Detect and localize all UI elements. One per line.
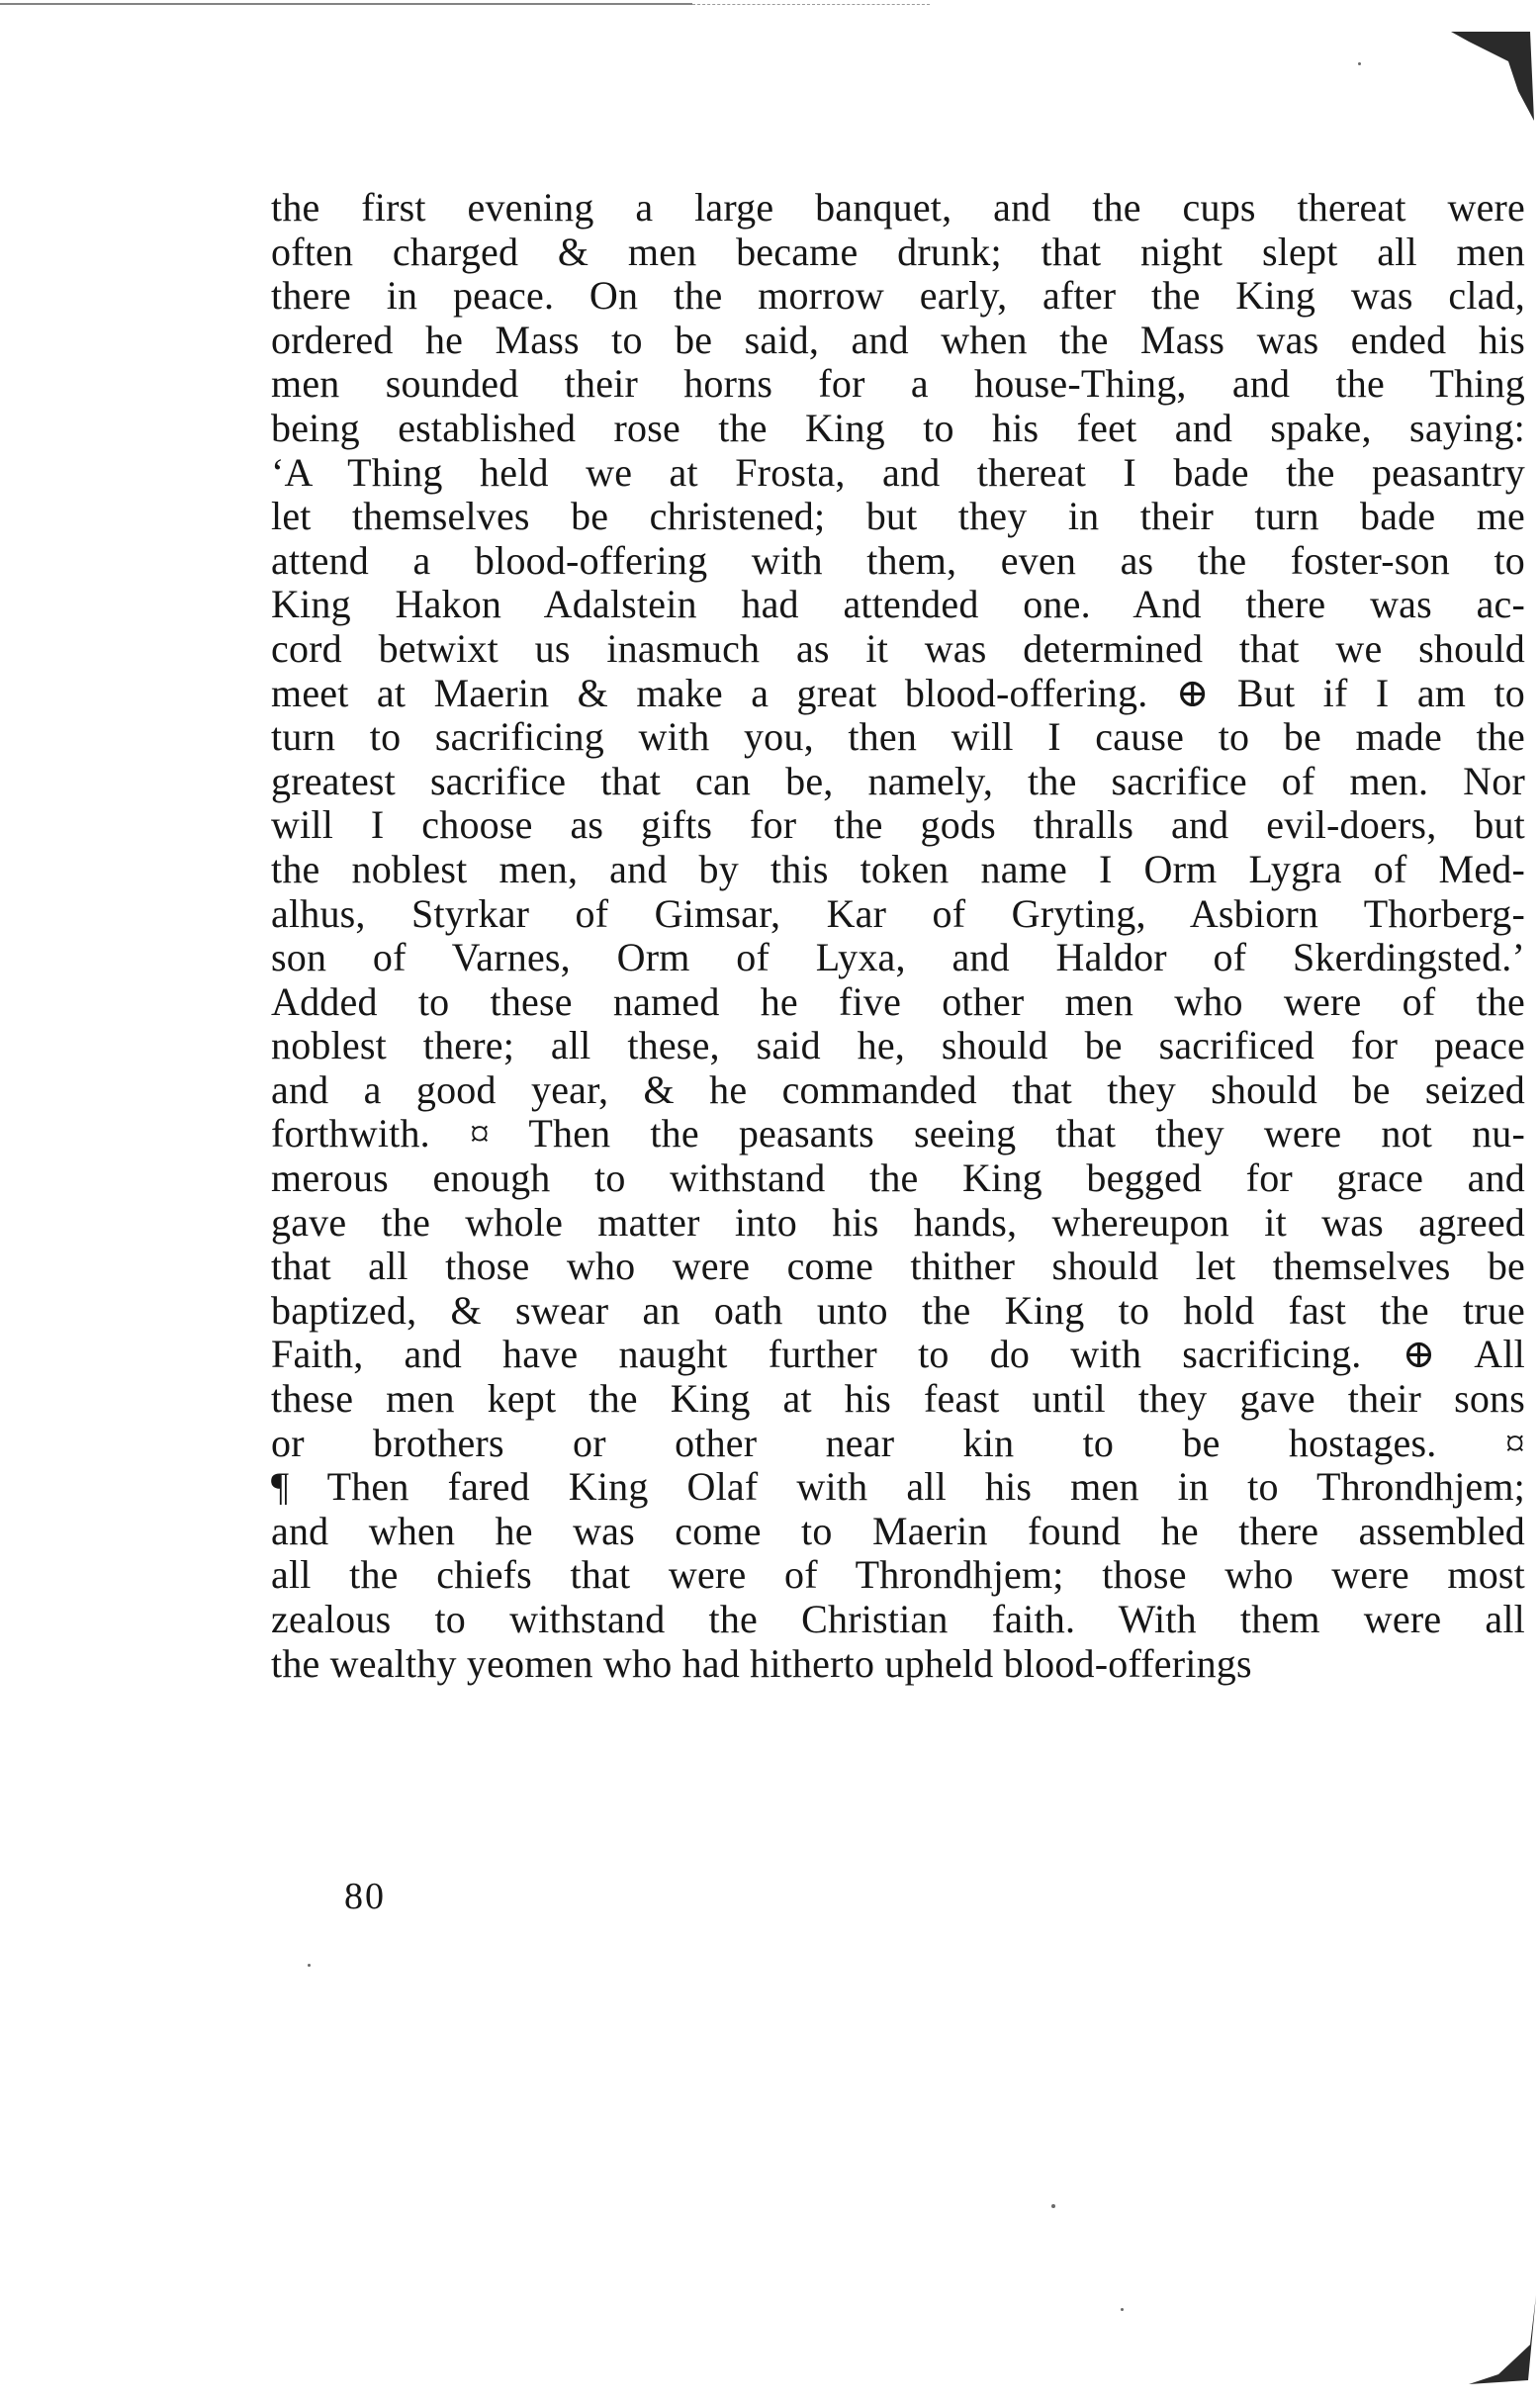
page-corner-shadow-icon bbox=[1459, 2285, 1540, 2394]
text-line: greatest sacrifice that can be, namely, the sacrifice of men. Nor bbox=[271, 758, 1525, 803]
text-line: these men kept the King at his feast until they gave their sons bbox=[271, 1376, 1525, 1422]
text-line: there in peace. On the morrow early, after the King was clad, bbox=[271, 273, 1525, 319]
text-line: the wealthy yeomen who had hitherto upheld blood-offerings bbox=[271, 1640, 1252, 1686]
text-line: Faith, and have naught further to do with sacrificing. ⊕ All bbox=[271, 1332, 1525, 1377]
text-line: turn to sacrificing with you, then will I cause to be made the bbox=[271, 714, 1525, 760]
text-line: cord betwixt us inasmuch as it was determined that we should bbox=[271, 625, 1525, 671]
text-line: the first evening a large banquet, and the cups thereat were bbox=[271, 185, 1525, 230]
text-line: often charged & men became drunk; that night slept all men bbox=[271, 229, 1525, 274]
text-line: let themselves be christened; but they in their turn bade me bbox=[271, 494, 1525, 539]
text-line: son of Varnes, Orm of Lyxa, and Haldor of Skerdingsted.’ bbox=[271, 935, 1525, 980]
text-line: Added to these named he five other men who were of the bbox=[271, 978, 1525, 1024]
text-line: King Hakon Adalstein had attended one. And there was ac- bbox=[271, 582, 1525, 627]
text-line: noblest there; all these, said he, should be sacrificed for peace bbox=[271, 1023, 1525, 1068]
text-line: gave the whole matter into his hands, whereupon it was agreed bbox=[271, 1199, 1525, 1245]
text-line: being established rose the King to his feet and spake, saying: bbox=[271, 405, 1525, 450]
ink-speck bbox=[1051, 2204, 1055, 2208]
text-line: or brothers or other near kin to be hostages. ¤ bbox=[271, 1420, 1525, 1465]
text-line: ordered he Mass to be said, and when the Mass was ended his bbox=[271, 317, 1525, 362]
ink-speck bbox=[1121, 2308, 1124, 2311]
text-line: will I choose as gifts for the gods thralls and evil-doers, but bbox=[271, 802, 1525, 848]
ink-speck bbox=[308, 1964, 311, 1967]
text-line: merous enough to withstand the King begged for grace and bbox=[271, 1156, 1525, 1201]
text-line: meet at Maerin & make a great blood-offering. ⊕ But if I am to bbox=[271, 670, 1525, 715]
body-text bbox=[271, 186, 1525, 1686]
text-line: baptized, & swear an oath unto the King to hold fast the true bbox=[271, 1287, 1525, 1333]
top-edge-rule bbox=[0, 3, 692, 5]
page-corner-fold-icon bbox=[1449, 22, 1538, 131]
text-line: men sounded their horns for a house-Thing, and the Thing bbox=[271, 361, 1525, 407]
text-line: all the chiefs that were of Throndhjem; those who were most bbox=[271, 1552, 1525, 1598]
text-line: alhus, Styrkar of Gimsar, Kar of Gryting, Asbiorn Thorberg- bbox=[271, 890, 1525, 936]
text-line: and a good year, & he commanded that they should be seized bbox=[271, 1066, 1525, 1112]
text-line: forthwith. ¤ Then the peasants seeing that they were not nu- bbox=[271, 1111, 1525, 1156]
text-line: ¶ Then fared King Olaf with all his men in to Throndhjem; bbox=[271, 1464, 1525, 1510]
ink-speck bbox=[1358, 62, 1361, 65]
page-number: 80 bbox=[344, 1876, 386, 1917]
top-edge-rule-faint bbox=[692, 4, 930, 5]
text-line: zealous to withstand the Christian faith. With them were all bbox=[271, 1597, 1525, 1641]
text-line: and when he was come to Maerin found he there assembled bbox=[271, 1508, 1525, 1553]
text-line: the noblest men, and by this token name I Orm Lygra of Med- bbox=[271, 846, 1525, 891]
text-line: that all those who were come thither should let themselves be bbox=[271, 1244, 1525, 1289]
text-line: ‘A Thing held we at Frosta, and thereat I bade the peasantry bbox=[271, 449, 1525, 495]
text-line: attend a blood-offering with them, even as the foster-son to bbox=[271, 537, 1525, 583]
